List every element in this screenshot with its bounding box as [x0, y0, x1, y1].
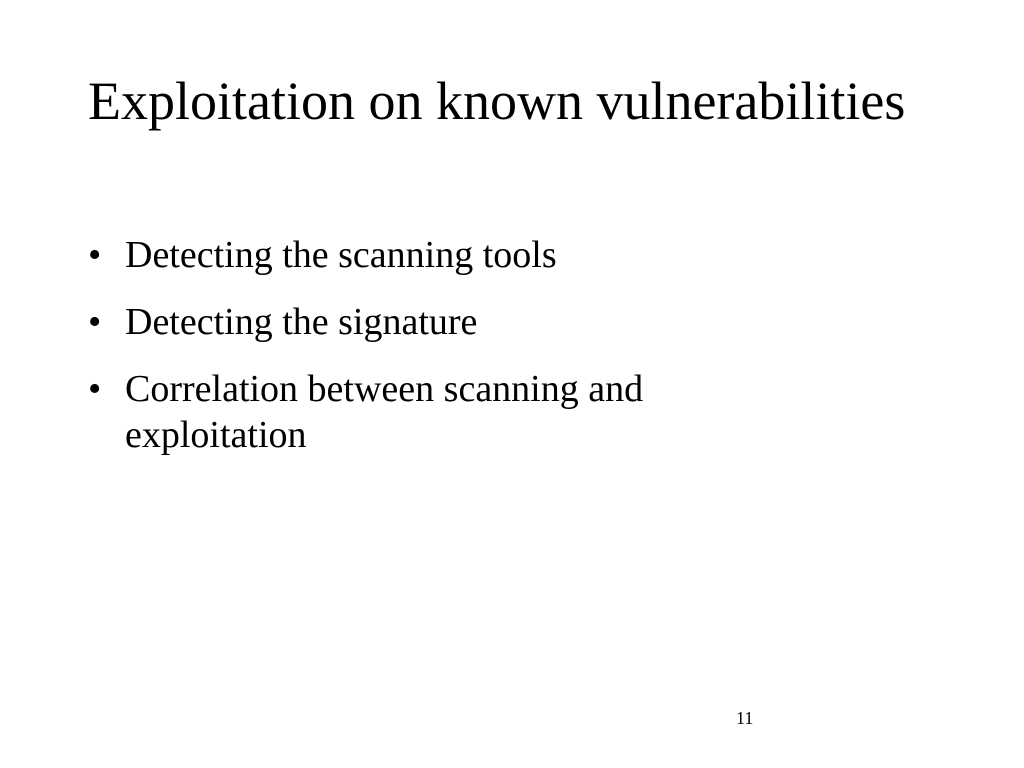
slide-number: 11: [736, 708, 754, 728]
bullet-text: Detecting the signature: [125, 301, 478, 343]
slide-title: Exploitation on known vulnerabilities: [88, 71, 906, 131]
bullet-item: [88, 299, 948, 345]
bullet-text: Detecting the scanning tools: [125, 234, 557, 276]
bullet-marker: •: [88, 368, 102, 410]
bullet-item: [88, 366, 948, 458]
bullet-list: [88, 232, 948, 479]
bullet-text: Correlation between scanning and exploitation: [125, 368, 644, 456]
bullet-marker: •: [88, 234, 102, 276]
bullet-marker: •: [88, 301, 102, 343]
bullet-item: [88, 232, 948, 278]
